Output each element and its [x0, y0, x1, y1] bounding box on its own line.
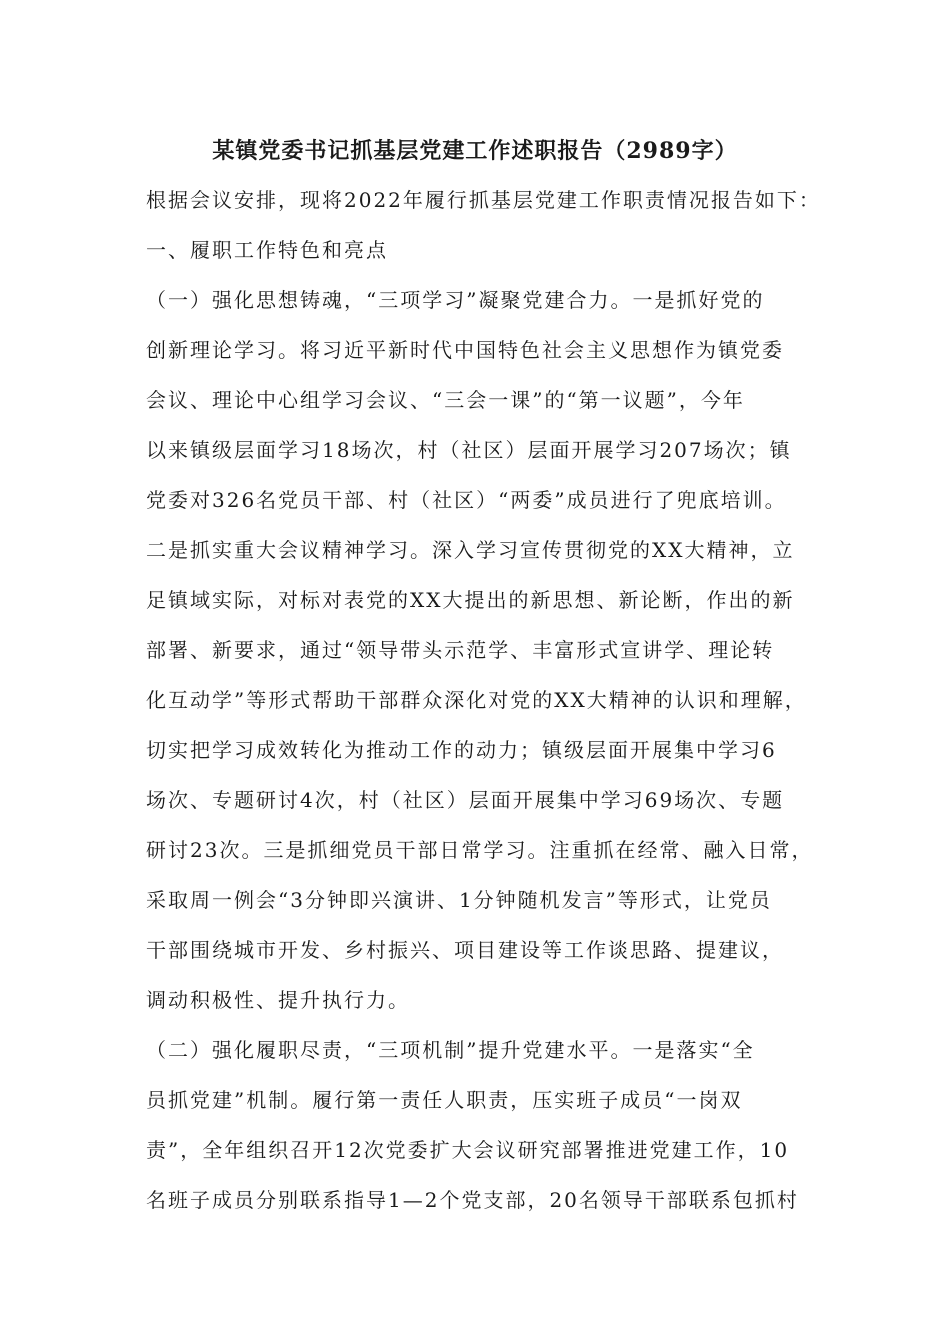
text-line: 会议、理论中心组学习会议、“三会一课”的“第一议题”，今年: [146, 388, 745, 412]
text-line: 二是抓实重大会议精神学习。深入学习宣传贯彻党的XX大精神，立: [146, 538, 795, 562]
document-title: 某镇党委书记抓基层党建工作述职报告（2989字）: [212, 138, 738, 164]
text-line: 部署、新要求，通过“领导带头示范学、丰富形式宣讲学、理论转: [146, 638, 775, 662]
text-line: 干部围绕城市开发、乡村振兴、项目建设等工作谈思路、提建议，: [146, 938, 784, 962]
text-line: 化互动学”等形式帮助干部群众深化对党的XX大精神的认识和理解，: [146, 688, 807, 712]
text-line: 名班子成员分别联系指导1—2个党支部，20名领导干部联系包抓村: [146, 1188, 799, 1212]
text-line: 足镇域实际，对标对表党的XX大提出的新思想、新论断，作出的新: [146, 588, 795, 612]
section-heading: 一、履职工作特色和亮点: [146, 238, 388, 262]
text-line: 研讨23次。三是抓细党员干部日常学习。注重抓在经常、融入日常，: [146, 838, 814, 862]
text-line: （二）强化履职尽责，“三项机制”提升党建水平。一是落实“全: [146, 1038, 755, 1062]
text-line: 创新理论学习。将习近平新时代中国特色社会主义思想作为镇党委: [146, 338, 784, 362]
text-line: 以来镇级层面学习18场次，村（社区）层面开展学习207场次；镇: [146, 438, 792, 462]
text-line: 场次、专题研讨4次，村（社区）层面开展集中学习69场次、专题: [146, 788, 785, 812]
text-line: 切实把学习成效转化为推动工作的动力；镇级层面开展集中学习6: [146, 738, 777, 762]
text-line: 采取周一例会“3分钟即兴演讲、1分钟随机发言”等形式，让党员: [146, 888, 772, 912]
text-line: 党委对326名党员干部、村（社区）“两委”成员进行了兜底培训。: [146, 488, 787, 512]
text-line: （一）强化思想铸魂，“三项学习”凝聚党建合力。一是抓好党的: [146, 288, 765, 312]
text-line: 根据会议安排，现将2022年履行抓基层党建工作职责情况报告如下：: [146, 188, 821, 212]
text-line: 调动积极性、提升执行力。: [146, 988, 410, 1012]
text-line: 员抓党建”机制。履行第一责任人职责，压实班子成员“一岗双: [146, 1088, 743, 1112]
text-line: 责”，全年组织召开12次党委扩大会议研究部署推进党建工作，10: [146, 1138, 790, 1162]
